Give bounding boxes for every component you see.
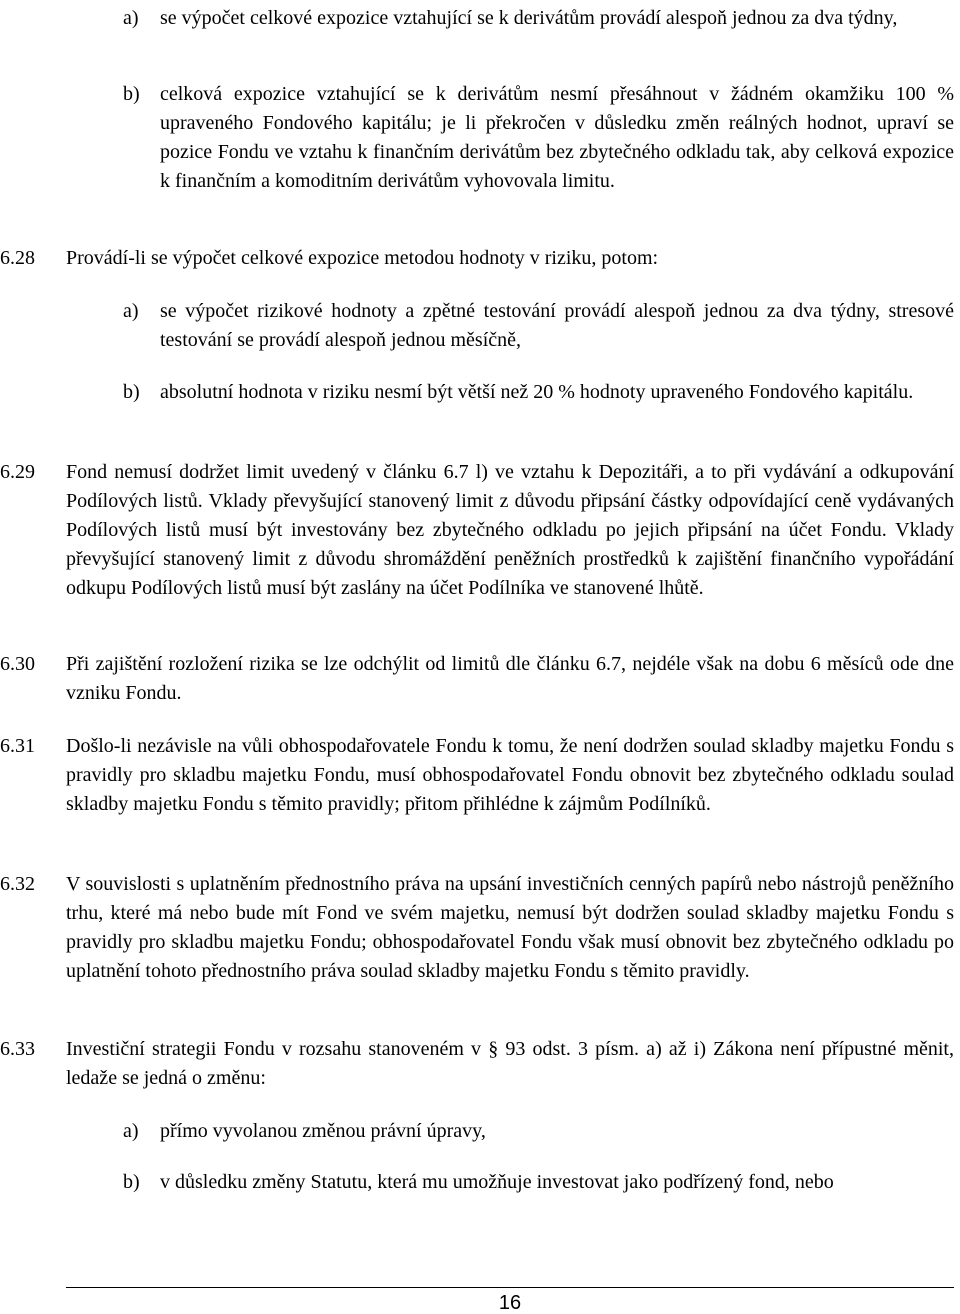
section-6-30 [0, 650, 954, 708]
list-label: a) [123, 7, 139, 29]
list-text: se výpočet celkové expozice vztahující se k derivátům provádí alespoň jednou za dva týdny, [160, 7, 898, 29]
section-number: 6.31 [0, 735, 35, 757]
list-text: absolutní hodnota v riziku nesmí být větší než 20 % hodnoty upraveného Fondového kapitálu. [160, 381, 914, 403]
list-label: b) [123, 381, 140, 403]
list-label: a) [123, 1120, 139, 1142]
list-text: přímo vyvolanou změnou právní úpravy, [160, 1120, 486, 1142]
list-item-b-var-limit [123, 378, 954, 407]
section-text: Provádí-li se výpočet celkové expozice metodou hodnoty v riziku, potom: [66, 247, 659, 269]
list-item-a-var-calculation [123, 297, 954, 355]
section-6-29 [0, 458, 954, 603]
section-6-31 [0, 732, 954, 819]
list-text: v důsledku změny Statutu, která mu umožňuje investovat jako podřízený fond, nebo [160, 1171, 834, 1193]
section-6-28 [0, 244, 954, 273]
section-6-33 [0, 1035, 954, 1093]
footer-divider [66, 1287, 954, 1288]
section-number: 6.33 [0, 1038, 35, 1060]
section-6-32 [0, 870, 954, 986]
list-text: celková expozice vztahující se k derivátům nesmí přesáhnout v žádném okamžiku 100 % upraveného Fondového kapitálu; je li překročen v důsledku změn reálných hodnot, upraví se pozice Fondu ve vztahu k finančním derivátům bez zbytečného odkladu tak, aby celková expozice k finančním a komoditním derivátům vyhovovala limitu. [160, 83, 954, 192]
list-item-b-statute-change [123, 1168, 954, 1197]
section-text: Při zajištění rozložení rizika se lze odchýlit od limitů dle článku 6.7, nejdéle však na dobu 6 měsíců ode dne vzniku Fondu. [66, 653, 954, 704]
list-item-a-legal-change [123, 1117, 954, 1146]
list-text: se výpočet rizikové hodnoty a zpětné testování provádí alespoň jednou za dva týdny, stresové testování se provádí alespoň jednou měsíčně, [160, 300, 954, 351]
section-number: 6.29 [0, 461, 35, 483]
list-label: b) [123, 1171, 140, 1193]
list-item-b-exposure-limit [123, 80, 954, 196]
section-text: V souvislosti s uplatněním přednostního práva na upsání investičních cenných papírů nebo nástrojů peněžního trhu, které má nebo bude mít Fond ve svém majetku, nemusí být dodržen soulad skladby majetku Fondu s pravidly pro skladbu majetku Fondu; obhospodařovatel Fondu však musí obnovit bez zbytečného odkladu po uplatnění tohoto přednostního práva soulad skladby majetku Fondu s těmito pravidly. [66, 873, 954, 982]
section-number: 6.28 [0, 247, 35, 269]
page-number: 16 [498, 1292, 522, 1314]
section-number: 6.30 [0, 653, 35, 675]
section-text: Došlo-li nezávisle na vůli obhospodařovatele Fondu k tomu, že není dodržen soulad skladby majetku Fondu s pravidly pro skladbu majetku Fondu, musí obhospodařovatel Fondu obnovit bez zbytečného odkladu soulad skladby majetku Fondu s těmito pravidly; přitom přihlédne k zájmům Podílníků. [66, 735, 954, 815]
section-number: 6.32 [0, 873, 35, 895]
list-label: b) [123, 83, 140, 105]
section-text: Fond nemusí dodržet limit uvedený v článku 6.7 l) ve vztahu k Depozitáři, a to při vydávání a odkupování Podílových listů. Vklady převyšující stanovený limit z důvodu připsání částky odpovídající ceně vydávaných Podílových listů musí být investovány bez zbytečného odkladu po jejich připsání na účet Fondu. Vklady převyšující stanovený limit z důvodu shromáždění peněžních prostředků k zajištění finančního vypořádání odkupu Podílových listů musí být zaslány na účet Podílníka ve stanovené lhůtě. [66, 461, 954, 599]
list-label: a) [123, 300, 139, 322]
list-item-a-exposure-calculation [123, 4, 954, 33]
section-text: Investiční strategii Fondu v rozsahu stanoveném v § 93 odst. 3 písm. a) až i) Zákona není přípustné měnit, ledaže se jedná o změnu: [66, 1038, 954, 1089]
